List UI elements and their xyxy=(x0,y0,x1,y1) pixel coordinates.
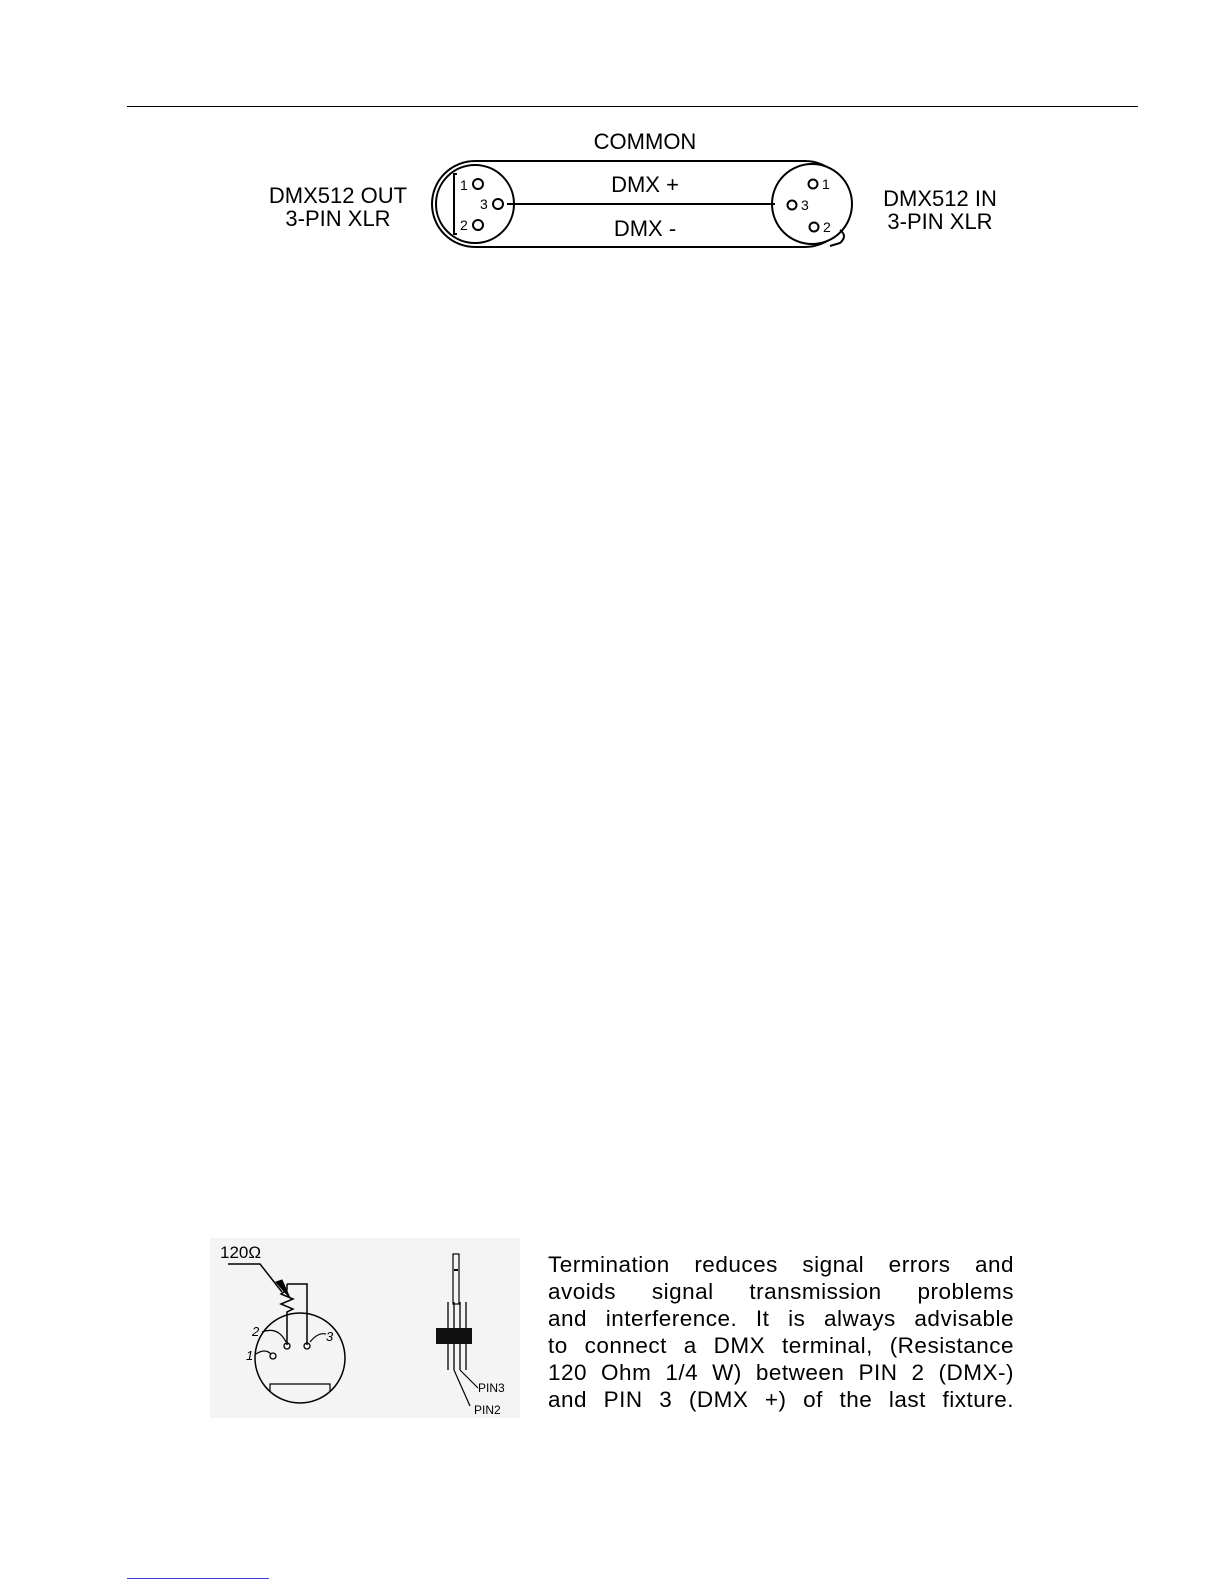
termination-line: and PIN 3 (DMX +) of the last fixture. xyxy=(548,1387,1014,1412)
pin2-label: PIN2 xyxy=(474,1403,501,1417)
termination-illustration xyxy=(210,1238,520,1418)
termination-line: avoids signal transmission problems xyxy=(548,1279,1014,1304)
pin3-label: PIN3 xyxy=(478,1381,505,1395)
in-title: DMX512 IN xyxy=(883,186,997,211)
xlr-flat-edge xyxy=(270,1384,330,1392)
common-label: COMMON xyxy=(593,129,697,154)
termination-paragraph xyxy=(548,1251,1014,1413)
in-pin1-number: 1 xyxy=(822,176,830,192)
termination-line: to connect a DMX terminal, (Resistance xyxy=(548,1333,1014,1358)
out-pin1-number: 1 xyxy=(460,177,468,193)
xlr-connector-face xyxy=(255,1313,345,1403)
termination-line: Termination reduces signal errors and xyxy=(548,1252,1014,1277)
dmx-minus-label: DMX - xyxy=(613,216,677,241)
pin2-leader-line xyxy=(454,1370,470,1406)
out-pin3-number: 3 xyxy=(480,196,488,212)
pin1-number: 1 xyxy=(246,1348,254,1363)
pin3-leader xyxy=(310,1334,326,1342)
dmx-plus-label: DMX + xyxy=(611,172,679,197)
out-title: DMX512 OUT xyxy=(268,183,408,208)
pin2-leader xyxy=(262,1330,286,1342)
pin1-leader xyxy=(256,1351,271,1354)
termination-line: and interference. It is always advisable xyxy=(548,1306,1014,1331)
xlr-cable-diagram xyxy=(250,120,1040,260)
pin2-number: 2 xyxy=(252,1324,260,1339)
in-pin3-number: 3 xyxy=(801,197,809,213)
in-subtitle: 3-PIN XLR xyxy=(887,209,993,234)
out-subtitle: 3-PIN XLR xyxy=(285,206,391,231)
footnote-rule xyxy=(127,1578,269,1579)
plug-tip xyxy=(453,1254,459,1304)
pin3-number: 3 xyxy=(326,1329,334,1344)
resistor-label: 120Ω xyxy=(220,1243,262,1262)
header-rule xyxy=(127,106,1138,107)
resistor-arrow xyxy=(228,1264,282,1292)
plug-band xyxy=(436,1328,472,1344)
pin3-leader-line xyxy=(460,1370,478,1388)
out-pin2-number: 2 xyxy=(460,217,468,233)
in-pin2-number: 2 xyxy=(823,219,831,235)
termination-line: 120 Ohm 1/4 W) between PIN 2 (DMX-) xyxy=(548,1360,1014,1385)
